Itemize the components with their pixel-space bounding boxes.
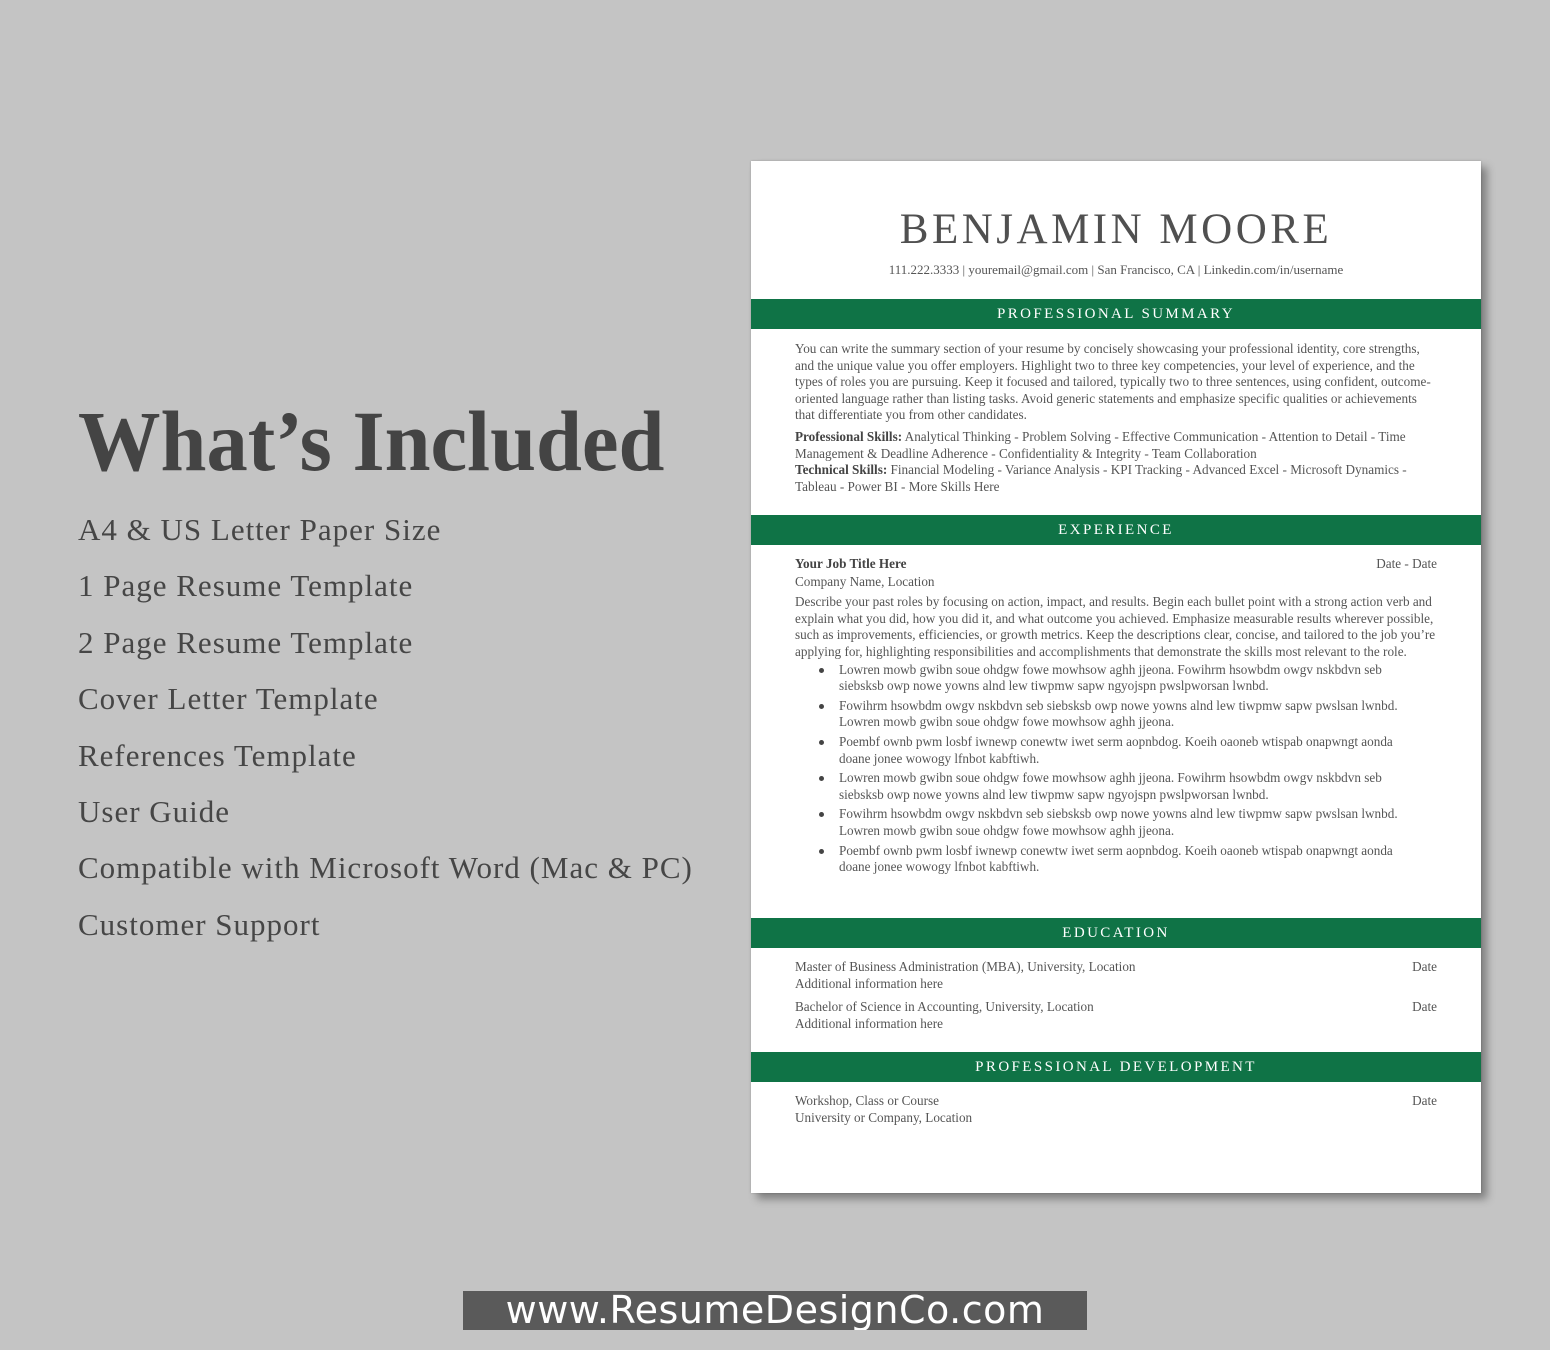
- education-entry-header: [795, 999, 1437, 1016]
- included-item: Customer Support: [78, 906, 321, 942]
- experience-section: [795, 556, 1437, 879]
- skills-section: [795, 429, 1437, 495]
- included-item: Cover Letter Template: [78, 681, 379, 717]
- development-institution: University or Company, Location: [795, 1109, 973, 1125]
- whats-included-panel: [78, 393, 738, 953]
- professional-skills-list: Analytical Thinking - Problem Solving - Effective Communication - Attention to Detail - Time Management & Deadline Adherence - Confidentiality & Integrity - Team Collaboration: [795, 429, 1406, 461]
- job-bullet: Fowihrm hsowbdm owgv nskbdvn seb siebsksb owp nowe yowns alnd lew tiwpmw sapw pwslsan lwnbd. Lowren mowb gwibn soue ohdgw fowe mowhsow aghh jjeona.: [839, 698, 1437, 731]
- technical-skills-list: Financial Modeling - Variance Analysis - KPI Tracking - Advanced Excel - Microsoft Dynamics - Tableau - Power BI - More Skills Here: [795, 462, 1407, 494]
- website-url-banner: www.ResumeDesignCo.com: [463, 1291, 1087, 1330]
- education-entry-header: [795, 959, 1437, 976]
- job-title: Your Job Title Here: [795, 556, 907, 571]
- development-date: Date: [1412, 1093, 1437, 1108]
- education-degree: Bachelor of Science in Accounting, University, Location: [795, 999, 1094, 1015]
- section-header-education: EDUCATION: [751, 918, 1481, 948]
- included-items-list: [78, 502, 738, 953]
- resume-page-preview: [751, 161, 1481, 1193]
- education-info: Additional information here: [795, 975, 943, 991]
- included-item: A4 & US Letter Paper Size: [78, 512, 442, 547]
- included-item: User Guide: [78, 793, 231, 829]
- education-section: [795, 959, 1437, 1039]
- resume-contact-line: 111.222.3333 | youremail@gmail.com | San Francisco, CA | Linkedin.com/in/username: [888, 262, 1344, 277]
- technical-skills-label: Technical Skills:: [795, 462, 888, 478]
- included-item: 1 Page Resume Template: [78, 568, 414, 604]
- development-section: [795, 1093, 1437, 1126]
- job-bullet: Fowihrm hsowbdm owgv nskbdvn seb siebsksb owp nowe yowns alnd lew tiwpmw sapw pwslsan lwnbd. Lowren mowb gwibn soue ohdgw fowe mowhsow aghh jjeona.: [839, 806, 1437, 839]
- job-description: Describe your past roles by focusing on action, impact, and results. Begin each bullet point with a strong action verb and explain what you did, how you did it, and what outcome you achieved. Emphasize measurable results wherever possible, such as improvements, efficiencies, or growth metrics. Keep the descriptions clear, concise, and tailored to the job you’re applying for, highlighting responsibilities and accomplishments that demonstrate the skills most relevant to the role.: [795, 594, 1436, 659]
- job-dates: Date - Date: [1376, 556, 1437, 571]
- section-header-summary: PROFESSIONAL SUMMARY: [751, 299, 1481, 329]
- professional-skills: [795, 429, 1437, 462]
- resume-name: BENJAMIN MOORE: [899, 206, 1333, 253]
- summary-text: You can write the summary section of your resume by concisely showcasing your professional identity, core strengths, and the unique value you offer employers. Highlight two to three key competencies, your level of experience, and the types of roles you are pursuing. Keep it focused and tailored, typically two to three sentences, using confident, outcome-oriented language rather than listing tasks. Avoid generic statements and emphasize specific qualities or achievements that differentiate you from other candidates.: [795, 341, 1431, 423]
- job-bullet: Poembf ownb pwm losbf iwnewp conewtw iwet serm aopnbdog. Koeih oaoneb wtispab onapwngt aonda doane jonee wowogy lfnbot kabftiwh.: [839, 843, 1437, 876]
- development-header: [795, 1093, 1437, 1110]
- education-date: Date: [1412, 999, 1437, 1015]
- job-bullet: Lowren mowb gwibn soue ohdgw fowe mowhsow aghh jjeona. Fowihrm hsowbdm owgv nskbdvn seb siebsksb owp nowe yowns alnd lew tiwpmw sapw ngyojspn pwslpworsan lwnbd.: [839, 662, 1437, 695]
- education-info: Additional information here: [795, 1015, 943, 1031]
- development-course: Workshop, Class or Course: [795, 1093, 939, 1108]
- technical-skills: [795, 462, 1437, 495]
- education-degree: Master of Business Administration (MBA), University, Location: [795, 959, 1136, 974]
- job-company: Company Name, Location: [795, 573, 935, 589]
- job-header: [795, 556, 1437, 573]
- section-header-experience: EXPERIENCE: [751, 515, 1481, 545]
- job-bullet: Lowren mowb gwibn soue ohdgw fowe mowhsow aghh jjeona. Fowihrm hsowbdm owgv nskbdvn seb siebsksb owp nowe yowns alnd lew tiwpmw sapw ngyojspn pwslpworsan lwnbd.: [839, 770, 1437, 803]
- whats-included-heading: What’s Included: [78, 393, 665, 489]
- education-date: Date: [1412, 959, 1437, 974]
- job-bullets: [795, 662, 1437, 876]
- included-item: References Template: [78, 737, 357, 773]
- professional-skills-label: Professional Skills:: [795, 429, 903, 444]
- job-bullet: Poembf ownb pwm losbf iwnewp conewtw iwet serm aopnbdog. Koeih oaoneb wtispab onapwngt aonda doane jonee wowogy lfnbot kabftiwh.: [839, 734, 1437, 767]
- summary-section: [795, 341, 1437, 424]
- section-header-development: PROFESSIONAL DEVELOPMENT: [751, 1052, 1481, 1082]
- education-entry: [795, 959, 1437, 992]
- included-item: Compatible with Microsoft Word (Mac & PC): [78, 850, 693, 886]
- included-item: 2 Page Resume Template: [78, 624, 414, 660]
- education-entry: [795, 999, 1437, 1032]
